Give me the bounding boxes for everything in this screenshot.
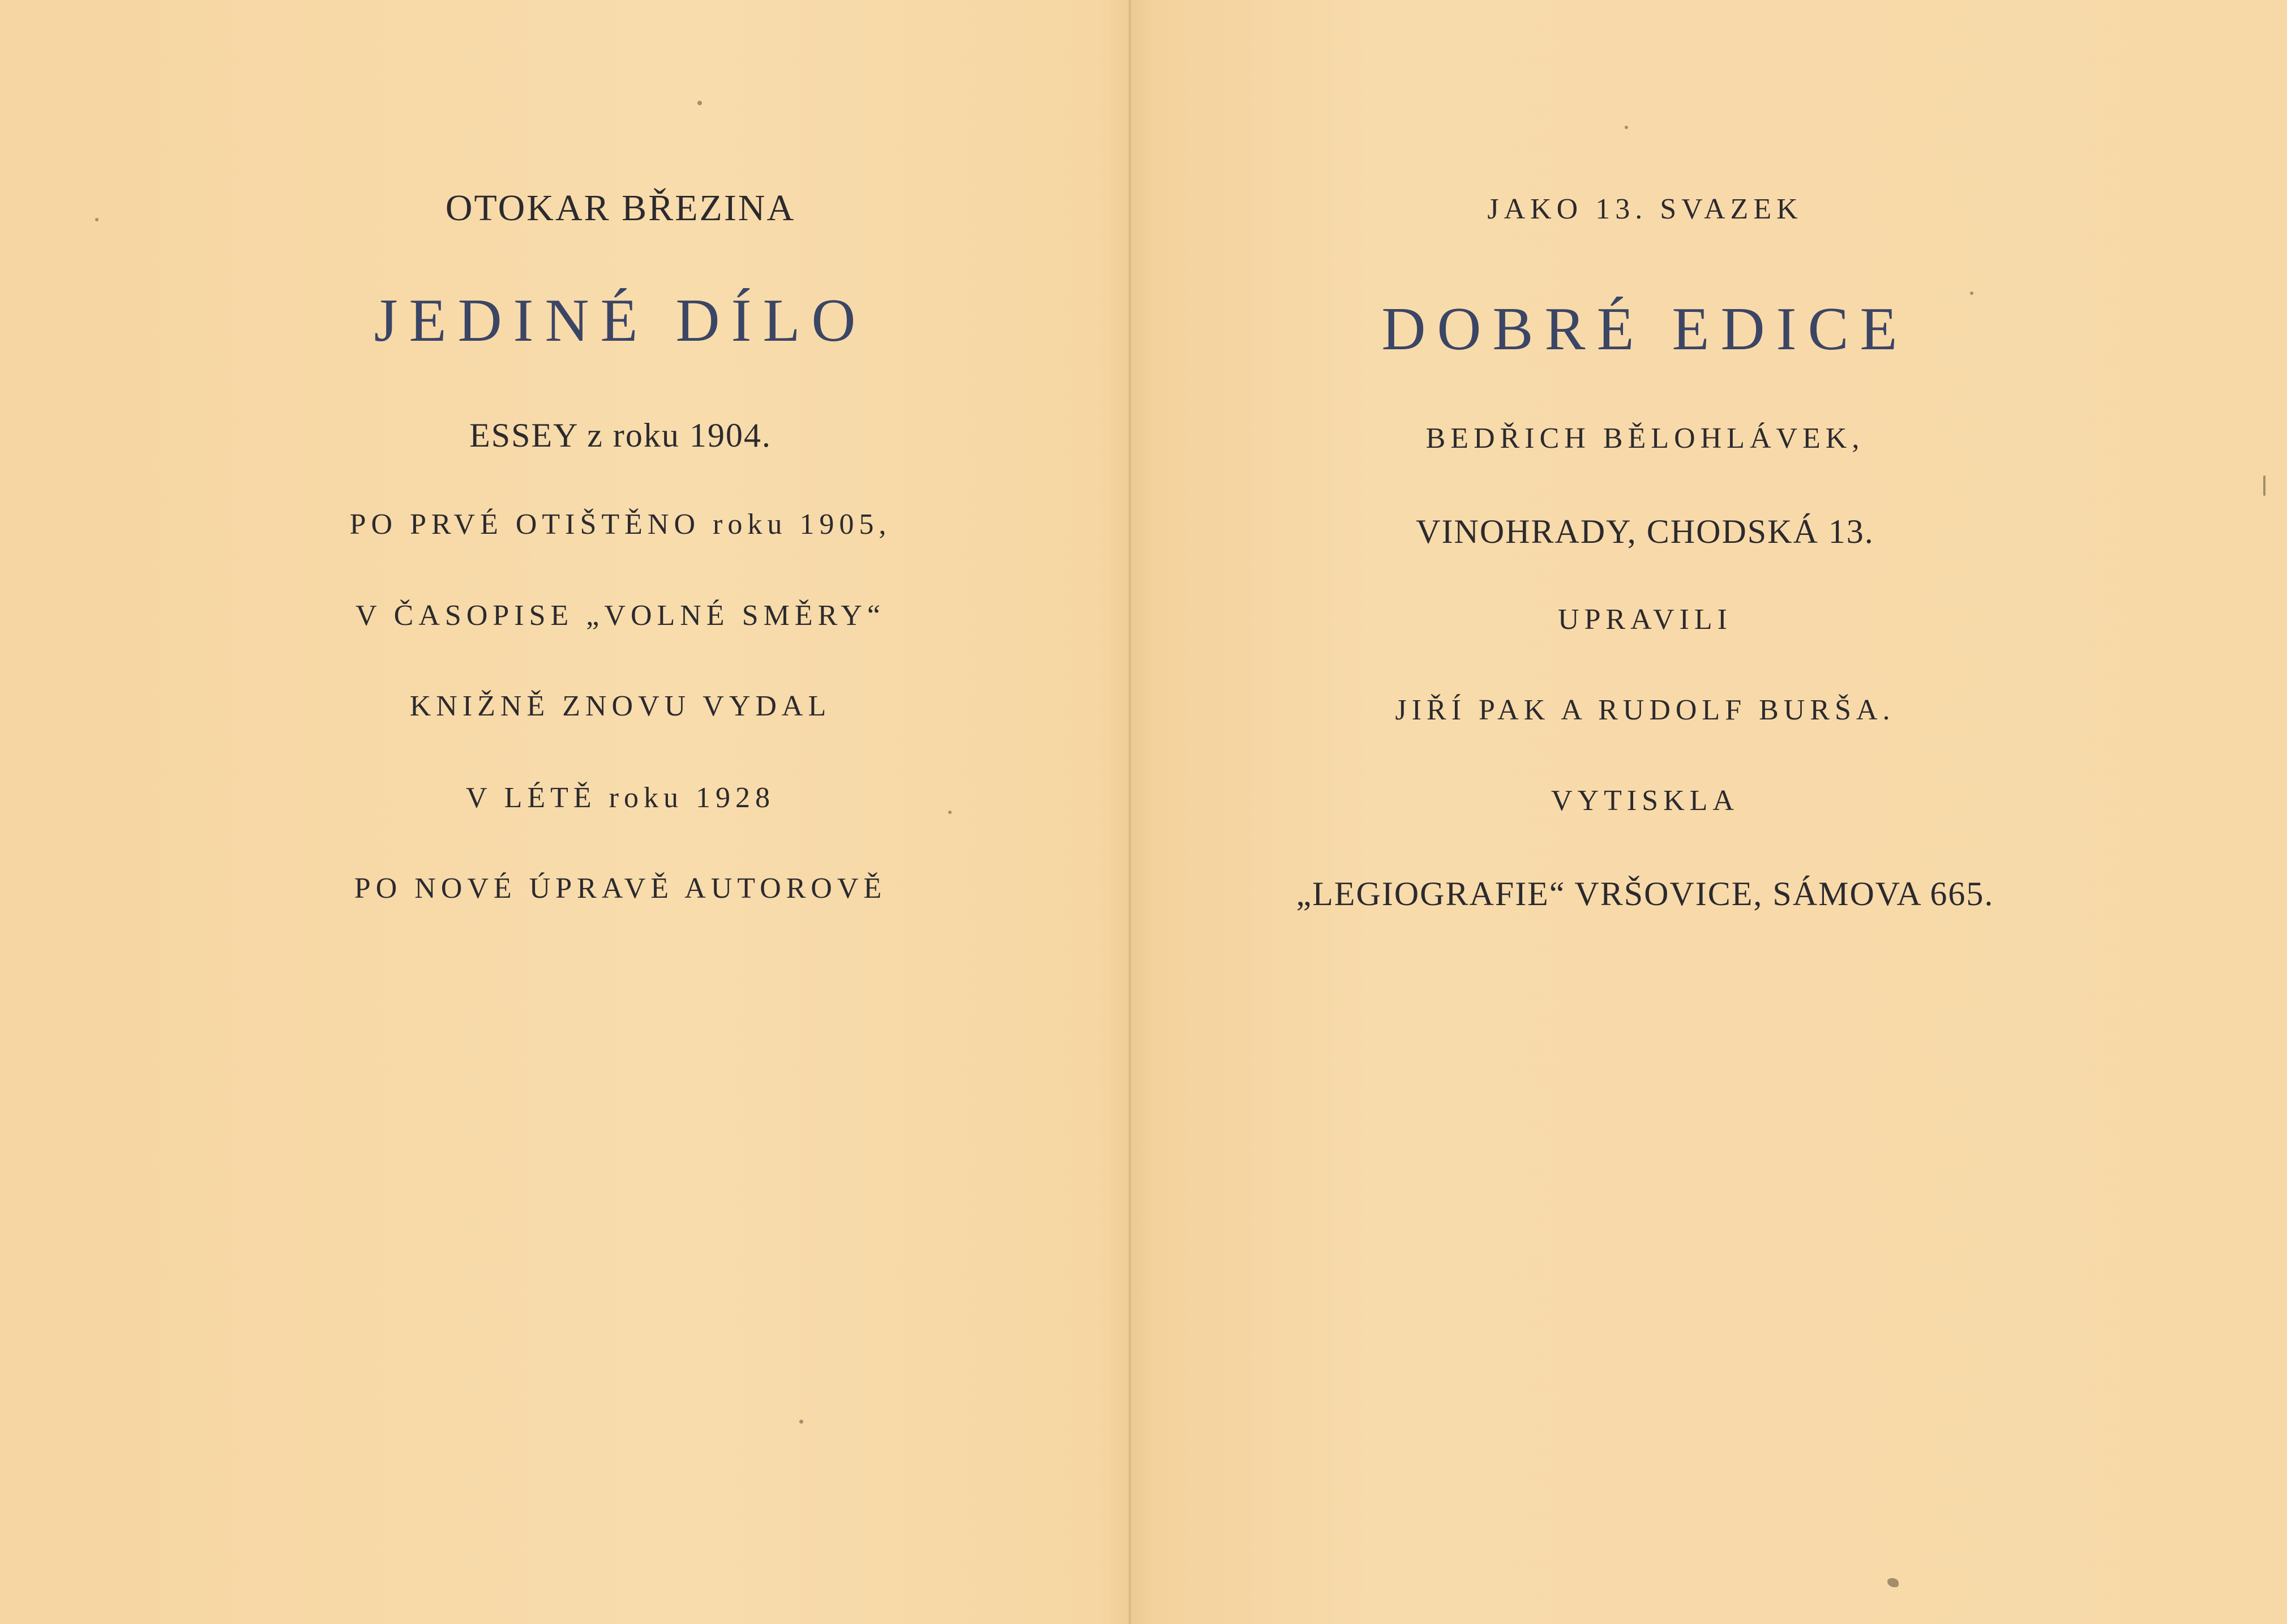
left-line-new-edit: PO NOVÉ ÚPRAVĚ AUTOROVĚ — [354, 872, 887, 905]
edition-title: DOBRÉ EDICE — [1381, 295, 1909, 363]
author-name: OTOKAR BŘEZINA — [445, 187, 796, 229]
left-line-summer: V LÉTĚ roku 1928 — [466, 782, 775, 814]
paper-speck — [799, 1420, 803, 1424]
right-line-edited: UPRAVILI — [1558, 603, 1732, 636]
paper-speck — [95, 218, 98, 221]
right-line-publisher: BEDŘICH BĚLOHLÁVEK, — [1425, 422, 1865, 455]
right-line-editors: JIŘÍ PAK A RUDOLF BURŠA. — [1395, 694, 1895, 726]
paper-speck — [948, 811, 952, 814]
paper-speck — [1970, 292, 1973, 295]
left-line-essey: ESSEY z roku 1904. — [469, 417, 772, 454]
book-title: JEDINÉ DÍLO — [374, 287, 867, 354]
right-page-column — [1130, 0, 2160, 1624]
right-line-printer: „LEGIOGRAFIE“ VRŠOVICE, SÁMOVA 665. — [1296, 875, 1994, 912]
right-line-printed: VYTISKLA — [1551, 785, 1739, 817]
right-page — [1130, 0, 2287, 1624]
left-line-first-printed: PO PRVÉ OTIŠTĚNO roku 1905, — [349, 508, 892, 541]
left-line-magazine: V ČASOPISE „VOLNÉ SMĚRY“ — [356, 599, 885, 632]
left-line-republished: KNIŽNĚ ZNOVU VYDAL — [409, 690, 832, 722]
paper-speck — [697, 101, 702, 105]
right-line-address: VINOHRADY, CHODSKÁ 13. — [1416, 513, 1874, 550]
left-page — [0, 0, 1130, 1624]
right-line-volume: JAKO 13. SVAZEK — [1487, 193, 1803, 225]
paper-edge-mark — [2263, 475, 2265, 496]
paper-speck — [1625, 126, 1628, 129]
